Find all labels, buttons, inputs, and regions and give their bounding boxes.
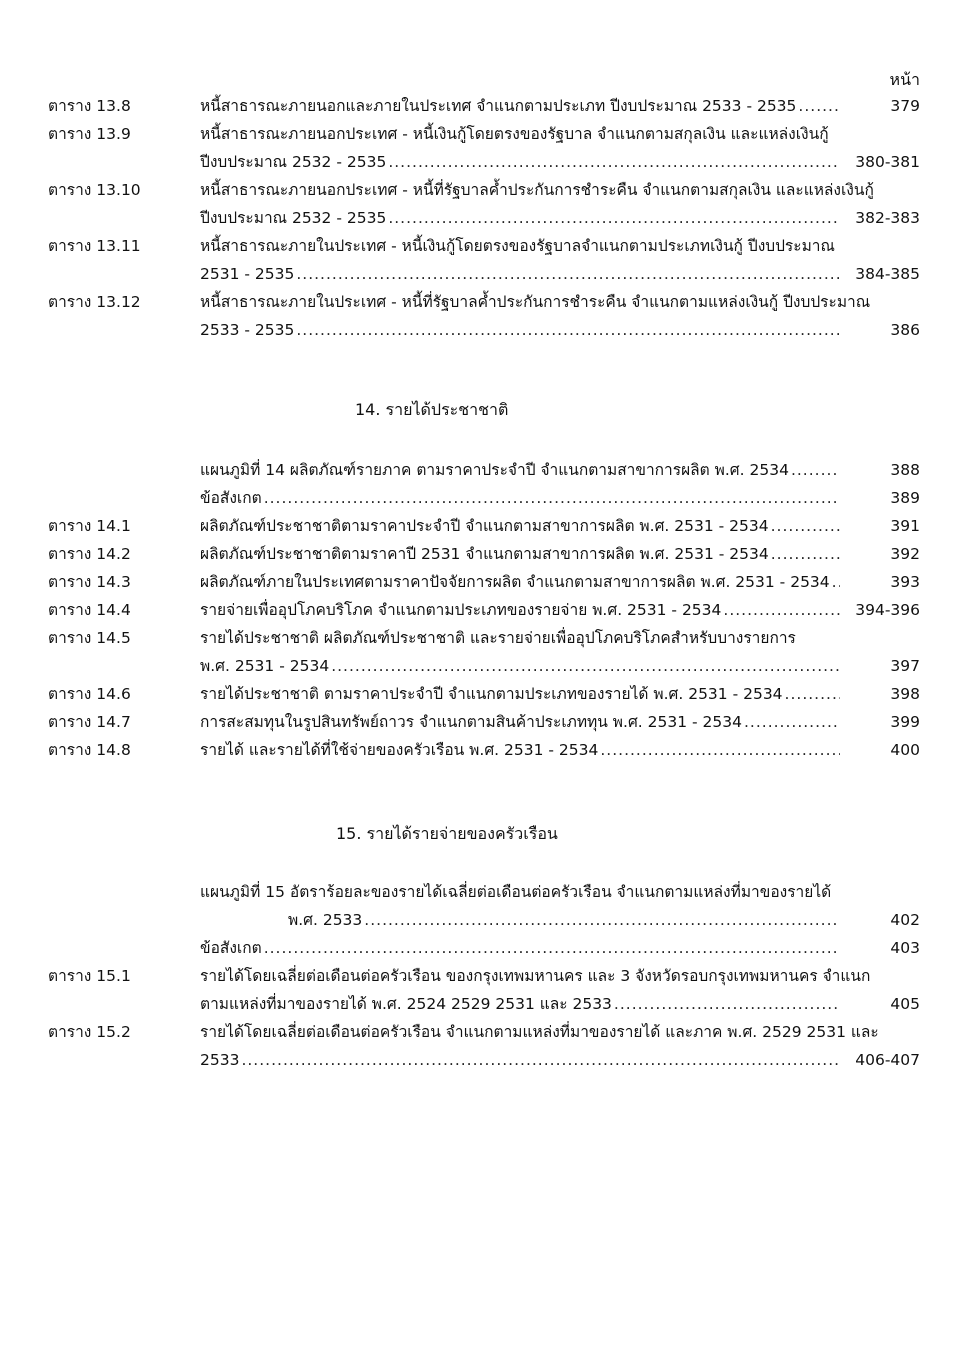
toc-title: แผนภูมิที่ 15 อัตราร้อยละของรายได้เฉลี่ยต่อเดือนต่อครัวเรือน จำแนกตามแหล่งที่มาของรายได้	[200, 883, 832, 901]
toc-title: ผลิตภัณฑ์ภายในประเทศตามราคาปัจจัยการผลิต จำแนกตามสาขาการผลิต พ.ศ. 2531 - 2534	[200, 573, 830, 591]
toc-page-number: 379	[890, 97, 920, 115]
toc-label: ตาราง 15.1	[48, 967, 131, 985]
toc-title: รายได้ประชาชาติ ตามราคาประจำปี จำแนกตามประเภทของรายได้ พ.ศ. 2531 - 2534	[200, 685, 783, 703]
toc-title-continued: 2533	[200, 1051, 240, 1069]
toc-title: ผลิตภัณฑ์ประชาชาติตามราคาประจำปี จำแนกตามสาขาการผลิต พ.ศ. 2531 - 2534	[200, 517, 769, 535]
toc-page-number: 389	[890, 489, 920, 507]
toc-title-continued: ปีงบประมาณ 2532 - 2535	[200, 209, 387, 227]
toc-title-continued: 2533 - 2535	[200, 321, 295, 339]
toc-page-number: 403	[890, 939, 920, 957]
toc-entry-14-3[interactable]	[0, 568, 966, 596]
toc-entry-13-8[interactable]	[0, 92, 966, 120]
toc-page-number: 400	[890, 741, 920, 759]
toc-entry-remarks-15[interactable]	[0, 934, 966, 962]
leader-dots	[388, 204, 840, 232]
toc-label: ตาราง 14.3	[48, 573, 131, 591]
leader-dots	[296, 316, 840, 344]
toc-entry-13-10[interactable]	[0, 176, 966, 232]
toc-page-number: 382-383	[855, 209, 920, 227]
toc-title: ข้อสังเกต	[200, 489, 262, 507]
toc-title: ข้อสังเกต	[200, 939, 262, 957]
leader-dots	[744, 708, 840, 736]
toc-label: ตาราง 15.2	[48, 1023, 131, 1041]
toc-page-number: 393	[890, 573, 920, 591]
toc-label: ตาราง 13.12	[48, 293, 141, 311]
toc-page-number: 391	[890, 517, 920, 535]
toc-title: หนี้สาธารณะภายนอกและภายในประเทศ จำแนกตามประเภท ปีงบประมาณ 2533 - 2535	[200, 97, 797, 115]
toc-entry-14-1[interactable]	[0, 512, 966, 540]
leader-dots	[771, 540, 840, 568]
toc-title: รายได้ประชาชาติ ผลิตภัณฑ์ประชาชาติ และรายจ่ายเพื่ออุปโภคบริโภคสำหรับบางรายการ	[200, 629, 796, 647]
toc-title: รายได้ และรายได้ที่ใช้จ่ายของครัวเรือน พ.ศ. 2531 - 2534	[200, 741, 599, 759]
toc-entry-15-2[interactable]	[0, 1018, 966, 1074]
toc-title: การสะสมทุนในรูปสินทรัพย์ถาวร จำแนกตามสินค้าประเภททุน พ.ศ. 2531 - 2534	[200, 713, 742, 731]
toc-title: หนี้สาธารณะภายนอกประเทศ - หนี้ที่รัฐบาลค้ำประกันการชำระคืน จำแนกตามสกุลเงิน และแหล่งเงินกู้	[200, 181, 874, 199]
toc-entry-14-8[interactable]	[0, 736, 966, 764]
toc-section-14	[0, 456, 966, 764]
leader-dots	[388, 148, 840, 176]
toc-title: รายจ่ายเพื่ออุปโภคบริโภค จำแนกตามประเภทของรายจ่าย พ.ศ. 2531 - 2534	[200, 601, 722, 619]
toc-entry-14-7[interactable]	[0, 708, 966, 736]
section-heading-14: 14. รายได้ประชาชาติ	[355, 400, 509, 419]
toc-entry-15-1[interactable]	[0, 962, 966, 1018]
toc-page-number: 399	[890, 713, 920, 731]
toc-label: ตาราง 13.10	[48, 181, 141, 199]
toc-page-number: 388	[890, 461, 920, 479]
toc-label: ตาราง 14.2	[48, 545, 131, 563]
toc-entry-14-5[interactable]	[0, 624, 966, 680]
section-heading-15: 15. รายได้รายจ่ายของครัวเรือน	[336, 824, 558, 843]
leader-dots	[723, 596, 840, 624]
toc-title-continued: พ.ศ. 2531 - 2534	[200, 657, 330, 675]
toc-label: ตาราง 14.7	[48, 713, 131, 731]
leader-dots	[241, 1046, 840, 1074]
leader-dots	[600, 736, 840, 764]
leader-dots	[771, 512, 840, 540]
leader-dots	[296, 260, 840, 288]
leader-dots	[331, 652, 840, 680]
toc-entry-14-4[interactable]	[0, 596, 966, 624]
toc-page-number: 402	[890, 911, 920, 929]
toc-entry-13-12[interactable]	[0, 288, 966, 344]
page-column-header: หน้า	[889, 70, 920, 89]
leader-dots	[264, 934, 840, 962]
leader-dots	[264, 484, 840, 512]
toc-label: ตาราง 14.4	[48, 601, 131, 619]
toc-page-number: 398	[890, 685, 920, 703]
toc-entry-remarks-14[interactable]	[0, 484, 966, 512]
toc-label: ตาราง 14.8	[48, 741, 131, 759]
toc-page-number: 406-407	[855, 1051, 920, 1069]
toc-entry-13-9[interactable]	[0, 120, 966, 176]
toc-entry-13-11[interactable]	[0, 232, 966, 288]
leader-dots	[364, 906, 840, 934]
toc-label: ตาราง 14.5	[48, 629, 131, 647]
toc-title: หนี้สาธารณะภายในประเทศ - หนี้เงินกู้โดยตรงของรัฐบาลจำแนกตามประเภทเงินกู้ ปีงบประมาณ	[200, 237, 835, 255]
leader-dots	[798, 92, 840, 120]
toc-label: ตาราง 13.9	[48, 125, 131, 143]
toc-title-continued: ปีงบประมาณ 2532 - 2535	[200, 153, 387, 171]
toc-page-number: 386	[890, 321, 920, 339]
leader-dots	[832, 568, 840, 596]
toc-title: ผลิตภัณฑ์ประชาชาติตามราคาปี 2531 จำแนกตามสาขาการผลิต พ.ศ. 2531 - 2534	[200, 545, 769, 563]
toc-title-continued: พ.ศ. 2533	[288, 911, 363, 929]
toc-page-number: 380-381	[855, 153, 920, 171]
toc-label: ตาราง 13.8	[48, 97, 131, 115]
leader-dots	[614, 990, 840, 1018]
toc-title: แผนภูมิที่ 14 ผลิตภัณฑ์รายภาค ตามราคาประจำปี จำแนกตามสาขาการผลิต พ.ศ. 2534	[200, 461, 789, 479]
leader-dots	[785, 680, 840, 708]
toc-page-number: 392	[890, 545, 920, 563]
leader-dots	[791, 456, 840, 484]
toc-page-number: 405	[890, 995, 920, 1013]
toc-page-number: 384-385	[855, 265, 920, 283]
toc-label: ตาราง 13.11	[48, 237, 141, 255]
toc-section-13	[0, 92, 966, 344]
toc-page-number: 394-396	[855, 601, 920, 619]
toc-page-number: 397	[890, 657, 920, 675]
toc-title: หนี้สาธารณะภายนอกประเทศ - หนี้เงินกู้โดยตรงของรัฐบาล จำแนกตามสกุลเงิน และแหล่งเงินกู้	[200, 125, 829, 143]
toc-label: ตาราง 14.6	[48, 685, 131, 703]
toc-title: รายได้โดยเฉลี่ยต่อเดือนต่อครัวเรือน จำแนกตามแหล่งที่มาของรายได้ และภาค พ.ศ. 2529 2531 และ	[200, 1023, 879, 1041]
toc-section-15	[0, 878, 966, 1074]
toc-label: ตาราง 14.1	[48, 517, 131, 535]
toc-title: รายได้โดยเฉลี่ยต่อเดือนต่อครัวเรือน ของกรุงเทพมหานคร และ 3 จังหวัดรอบกรุงเทพมหานคร จำแนก	[200, 967, 871, 985]
toc-title-continued: 2531 - 2535	[200, 265, 295, 283]
toc-entry-14-2[interactable]	[0, 540, 966, 568]
toc-title: หนี้สาธารณะภายในประเทศ - หนี้ที่รัฐบาลค้ำประกันการชำระคืน จำแนกตามแหล่งเงินกู้ ปีงบประมาณ	[200, 293, 871, 311]
toc-title-continued: ตามแหล่งที่มาของรายได้ พ.ศ. 2524 2529 2531 และ 2533	[200, 995, 612, 1013]
toc-entry-14-6[interactable]	[0, 680, 966, 708]
toc-entry-chart-15[interactable]	[0, 878, 966, 934]
toc-entry-chart-14[interactable]	[0, 456, 966, 484]
